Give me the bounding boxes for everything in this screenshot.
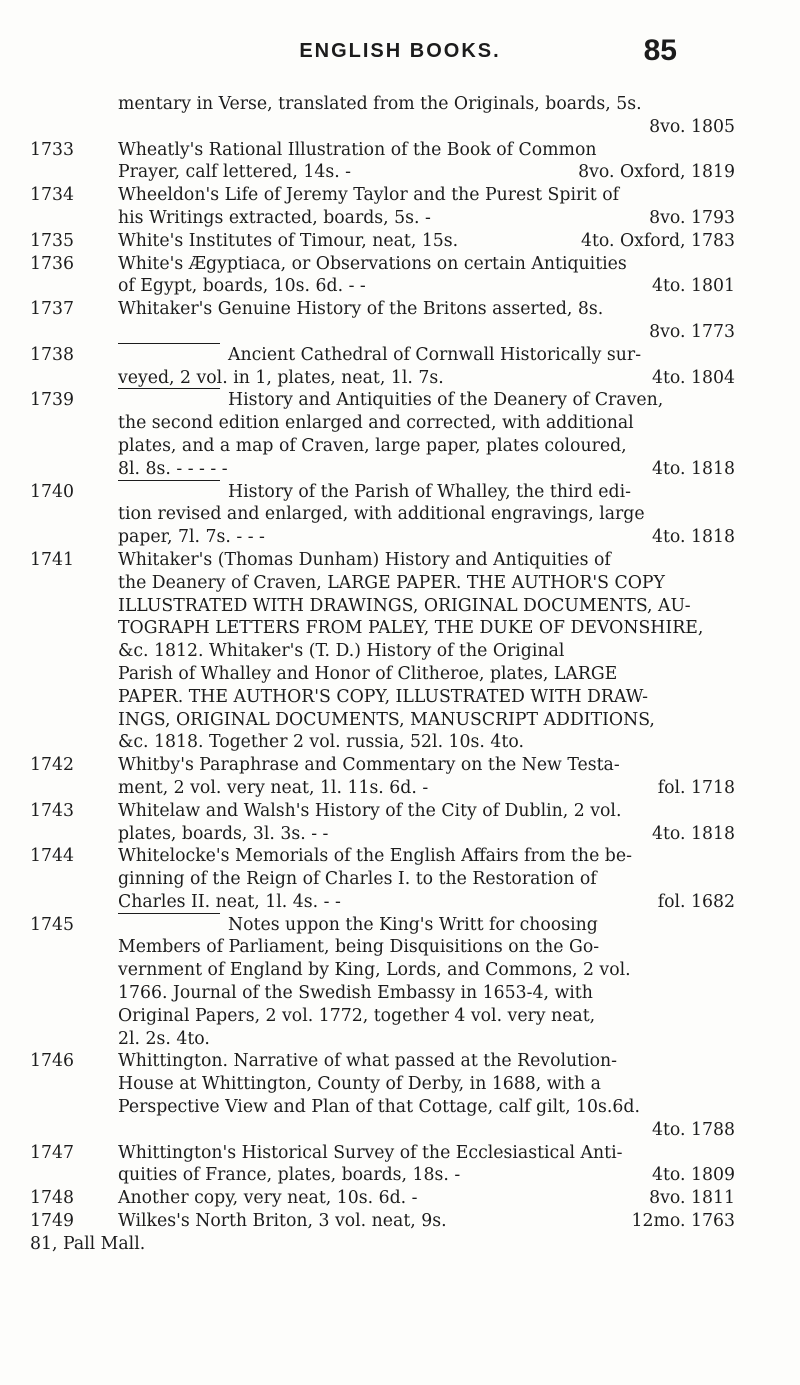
entry-text: of Egypt, boards, 10s. 6d. - - <box>118 276 366 297</box>
entry-line <box>118 1210 735 1233</box>
ditto-rule <box>118 480 220 503</box>
catalogue-entry <box>30 184 735 230</box>
entry-text: House at Whittington, County of Derby, in 1688, with a <box>118 1074 601 1095</box>
lot-number: 1733 <box>30 139 74 160</box>
catalogue-entry <box>30 253 735 299</box>
format-date: 4to. 1801 <box>651 276 735 297</box>
entry-text: tion revised and enlarged, with additional engravings, large <box>118 504 645 525</box>
entry-text: PAPER. THE AUTHOR'S COPY, ILLUSTRATED WITH DRAW- <box>118 686 649 707</box>
entry-line <box>118 549 735 572</box>
catalogue-entry <box>30 800 735 846</box>
format-date: 8vo. Oxford, 1819 <box>578 162 735 183</box>
lot-number: 1740 <box>30 481 74 502</box>
entry-line <box>118 1187 735 1210</box>
lot-number: 1739 <box>30 390 74 411</box>
entry-line <box>118 298 735 321</box>
entry-line <box>118 1096 735 1119</box>
catalogue-body <box>30 93 735 1256</box>
lot-number: 1744 <box>30 846 74 867</box>
lot-number: 1741 <box>30 549 74 570</box>
entry-line <box>118 709 735 732</box>
entry-line <box>118 663 735 686</box>
entry-text: Notes uppon the King's Writt for choosing <box>228 914 598 935</box>
entry-text: Members of Parliament, being Disquisitions on the Go- <box>118 937 600 958</box>
entry-line <box>118 572 735 595</box>
entry-line <box>118 503 735 526</box>
entry-line <box>118 617 735 640</box>
catalogue-entry <box>30 1050 735 1141</box>
lot-number: 1746 <box>30 1051 74 1072</box>
entry-line <box>118 800 735 823</box>
entry-line <box>118 458 735 481</box>
entry-line <box>118 1119 735 1142</box>
entry-text: Wilkes's North Briton, 3 vol. neat, 9s. <box>118 1211 447 1232</box>
catalogue-entry <box>30 914 735 1051</box>
lot-number: 1736 <box>30 253 74 274</box>
lot-number: 1748 <box>30 1188 74 1209</box>
entry-text: Whitelocke's Memorials of the English Affairs from the be- <box>118 846 632 867</box>
format-date: 4to. Oxford, 1783 <box>580 230 735 251</box>
lot-number: 1747 <box>30 1142 74 1163</box>
entry-line <box>118 275 735 298</box>
format-date: 12mo. 1763 <box>631 1211 735 1232</box>
entry-line <box>118 344 735 367</box>
catalogue-entry <box>30 344 735 390</box>
entry-text: Perspective View and Plan of that Cottage, calf gilt, 10s.6d. <box>118 1097 640 1118</box>
entry-text: Prayer, calf lettered, 14s. - <box>118 162 352 183</box>
entry-line <box>118 321 735 344</box>
entry-line <box>118 777 735 800</box>
ditto-rule <box>118 913 220 936</box>
entry-text: 1766. Journal of the Swedish Embassy in 1653-4, with <box>118 983 593 1004</box>
catalogue-entry <box>30 1187 735 1210</box>
entry-text: Whittington's Historical Survey of the Ecclesiastical Anti- <box>118 1142 623 1163</box>
format-date: 8vo. 1793 <box>649 207 735 228</box>
entry-text: ILLUSTRATED WITH DRAWINGS, ORIGINAL DOCUMENTS, AU- <box>118 595 691 616</box>
page-header <box>0 34 800 74</box>
lot-number: 1737 <box>30 299 74 320</box>
entry-text: History of the Parish of Whalley, the third edi- <box>228 481 631 502</box>
entry-line <box>118 253 735 276</box>
catalogue-entry <box>30 1142 735 1188</box>
entry-line <box>118 914 735 937</box>
entry-line <box>118 1073 735 1096</box>
format-date: fol. 1718 <box>657 777 735 798</box>
entry-text: TOGRAPH LETTERS FROM PALEY, THE DUKE OF DEVONSHIRE, <box>118 618 704 639</box>
entry-text: Wheeldon's Life of Jeremy Taylor and the Purest Spirit of <box>118 185 620 206</box>
entry-text: Another copy, very neat, 10s. 6d. - <box>118 1188 418 1209</box>
catalogue-entry <box>30 1210 735 1233</box>
lot-number: 1742 <box>30 755 74 776</box>
entry-text: the Deanery of Craven, LARGE PAPER. THE AUTHOR'S COPY <box>118 572 665 593</box>
entry-text: his Writings extracted, boards, 5s. - <box>118 207 431 228</box>
footer-address: 81, Pall Mall. <box>30 1233 146 1254</box>
entry-line <box>118 1028 735 1051</box>
lot-number: 1745 <box>30 914 74 935</box>
format-date: 8vo. 1773 <box>649 321 735 342</box>
catalogue-entry <box>30 549 735 754</box>
catalogue-entry <box>30 754 735 800</box>
entry-line <box>118 139 735 162</box>
entry-text: Whitaker's (Thomas Dunham) History and Antiquities of <box>118 549 611 570</box>
page-number: 85 <box>643 34 677 67</box>
entry-text: 2l. 2s. 4to. <box>118 1028 210 1049</box>
entry-text: Wheatly's Rational Illustration of the Book of Common <box>118 139 597 160</box>
entry-text: plates, and a map of Craven, large paper, plates coloured, <box>118 435 627 456</box>
catalogue-entry <box>30 845 735 913</box>
entry-line <box>118 845 735 868</box>
catalogue-entry <box>30 93 735 139</box>
entry-line <box>118 595 735 618</box>
entry-text: ginning of the Reign of Charles I. to the Restoration of <box>118 869 597 890</box>
entry-line <box>118 230 735 253</box>
catalogue-entry <box>30 139 735 185</box>
entry-text: Whittington. Narrative of what passed at the Revolution- <box>118 1051 617 1072</box>
entry-text: White's Ægyptiaca, or Observations on certain Antiquities <box>118 253 627 274</box>
lot-number: 1738 <box>30 344 74 365</box>
entry-line <box>118 1005 735 1028</box>
running-head: ENGLISH BOOKS. <box>299 40 501 62</box>
lot-number: 1734 <box>30 185 74 206</box>
format-date: 4to. 1818 <box>651 527 735 548</box>
entry-line <box>118 184 735 207</box>
entry-line <box>118 116 735 139</box>
entry-text: &c. 1818. Together 2 vol. russia, 52l. 10s. 4to. <box>118 732 524 753</box>
format-date: fol. 1682 <box>657 891 735 912</box>
entry-text: 8l. 8s. - - - - - <box>118 458 228 479</box>
entry-line <box>118 936 735 959</box>
entry-text: White's Institutes of Timour, neat, 15s. <box>118 230 459 251</box>
entry-line <box>118 823 735 846</box>
entry-text: ment, 2 vol. very neat, 1l. 11s. 6d. - <box>118 777 429 798</box>
entry-line <box>118 1142 735 1165</box>
entry-line <box>118 982 735 1005</box>
entry-text: vernment of England by King, Lords, and Commons, 2 vol. <box>118 960 631 981</box>
entry-text: Whitby's Paraphrase and Commentary on the New Testa- <box>118 755 620 776</box>
entry-text: &c. 1812. Whitaker's (T. D.) History of the Original <box>118 641 565 662</box>
entry-line <box>118 481 735 504</box>
format-date: 8vo. 1805 <box>649 116 735 137</box>
entry-line <box>118 640 735 663</box>
entry-line <box>118 389 735 412</box>
catalogue-entry <box>30 389 735 480</box>
entry-line <box>118 207 735 230</box>
catalogue-entry <box>30 481 735 549</box>
entry-line <box>118 161 735 184</box>
entry-text: paper, 7l. 7s. - - - <box>118 527 265 548</box>
entry-line <box>118 367 735 390</box>
format-date: 4to. 1818 <box>651 823 735 844</box>
entry-text: veyed, 2 vol. in 1, plates, neat, 1l. 7s. <box>118 367 444 388</box>
lot-number: 1743 <box>30 800 74 821</box>
entry-line <box>118 412 735 435</box>
entry-text: Ancient Cathedral of Cornwall Historically sur- <box>228 344 642 365</box>
entry-line <box>118 959 735 982</box>
catalogue-entry <box>30 230 735 253</box>
entry-line <box>118 1164 735 1187</box>
format-date: 4to. 1788 <box>651 1119 735 1140</box>
entry-text: Charles II. neat, 1l. 4s. - - <box>118 891 341 912</box>
format-date: 8vo. 1811 <box>649 1188 735 1209</box>
entry-text: the second edition enlarged and corrected, with additional <box>118 413 634 434</box>
entry-line <box>118 868 735 891</box>
ditto-rule <box>118 388 220 411</box>
entry-text: quities of France, plates, boards, 18s. - <box>118 1165 461 1186</box>
entry-text: Whitaker's Genuine History of the Britons asserted, 8s. <box>118 299 604 320</box>
entry-text: Parish of Whalley and Honor of Clitheroe, plates, LARGE <box>118 663 618 684</box>
ditto-rule <box>118 343 220 366</box>
entry-line <box>118 891 735 914</box>
catalogue-entry <box>30 298 735 344</box>
entry-line <box>118 435 735 458</box>
entry-text: Original Papers, 2 vol. 1772, together 4 vol. very neat, <box>118 1005 596 1026</box>
entry-line <box>118 526 735 549</box>
entry-text: mentary in Verse, translated from the Originals, boards, 5s. <box>118 94 642 114</box>
lot-number: 1749 <box>30 1211 74 1232</box>
entry-text: plates, boards, 3l. 3s. - - <box>118 823 329 844</box>
format-date: 4to. 1818 <box>651 458 735 479</box>
entry-line <box>118 93 735 116</box>
entry-line <box>118 731 735 754</box>
entry-line <box>118 686 735 709</box>
format-date: 4to. 1804 <box>651 367 735 388</box>
format-date: 4to. 1809 <box>651 1165 735 1186</box>
entry-line <box>118 754 735 777</box>
entry-line <box>118 1050 735 1073</box>
entry-text: INGS, ORIGINAL DOCUMENTS, MANUSCRIPT ADDITIONS, <box>118 709 655 730</box>
lot-number: 1735 <box>30 230 74 251</box>
entry-text: History and Antiquities of the Deanery of Craven, <box>228 390 664 411</box>
entry-text: Whitelaw and Walsh's History of the City of Dublin, 2 vol. <box>118 800 622 821</box>
